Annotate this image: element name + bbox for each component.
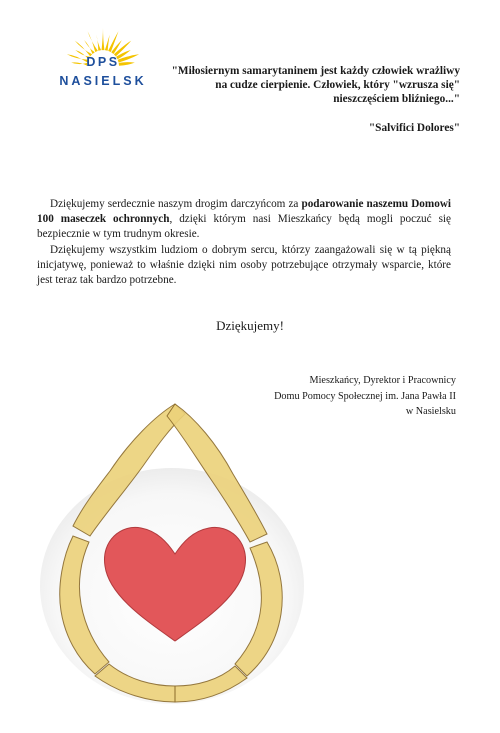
- sun-ray: [88, 31, 98, 52]
- p1-end: , dzięki którym nasi Mieszkańcy będą mogli poczuć się bezpiecznie w tym trudnym okresie.: [37, 213, 452, 241]
- signature-line: Domu Pomocy Społecznej im. Jana Pawła II: [274, 390, 456, 402]
- sun-ray: [105, 35, 110, 51]
- quote: [160, 64, 460, 106]
- sun-ray: [84, 40, 95, 54]
- sun-ray: [108, 31, 118, 52]
- quote-line: nieszczęściem bliźniego...": [333, 93, 460, 105]
- body-paragraph-1: [37, 197, 451, 243]
- quote-line: "Miłosiernym samarytaninem jest każdy człowiek wrażliwy: [171, 65, 460, 77]
- quote-line: na cudze cierpienie. Człowiek, który "wzrusza się": [215, 79, 460, 91]
- quote-source: "Salvifici Dolores": [368, 122, 460, 134]
- p1-bold: podarowanie naszemu Domowi 100 maseczek ochronnych: [37, 198, 452, 226]
- signature-line: Mieszkańcy, Dyrektor i Pracownicy: [309, 375, 456, 386]
- body-paragraph-2: Dziękujemy wszystkim ludziom o dobrym sercu, którzy zaangażowali się w tą piękną inicjatywę, ponieważ to właśnie dzięki nim osoby potrzebujące otrzymały wsparcie, które jest teraz tak bardzo potrzebne.: [37, 243, 451, 287]
- dps-logo: [28, 22, 178, 127]
- p1-start: Dziękujemy serdecznie naszym drogim darczyńcom za: [50, 198, 302, 210]
- sun-ray: [102, 28, 105, 50]
- logo-bottom-text: NASIELSK: [59, 74, 147, 88]
- hands-heart-illustration: [35, 396, 310, 711]
- sun-ray: [96, 35, 101, 51]
- letter-body: [37, 197, 451, 288]
- thanks-heading: Dziękujemy!: [216, 318, 284, 333]
- logo-top-text: DPS: [86, 55, 120, 69]
- signature-line: w Nasielsku: [405, 406, 456, 418]
